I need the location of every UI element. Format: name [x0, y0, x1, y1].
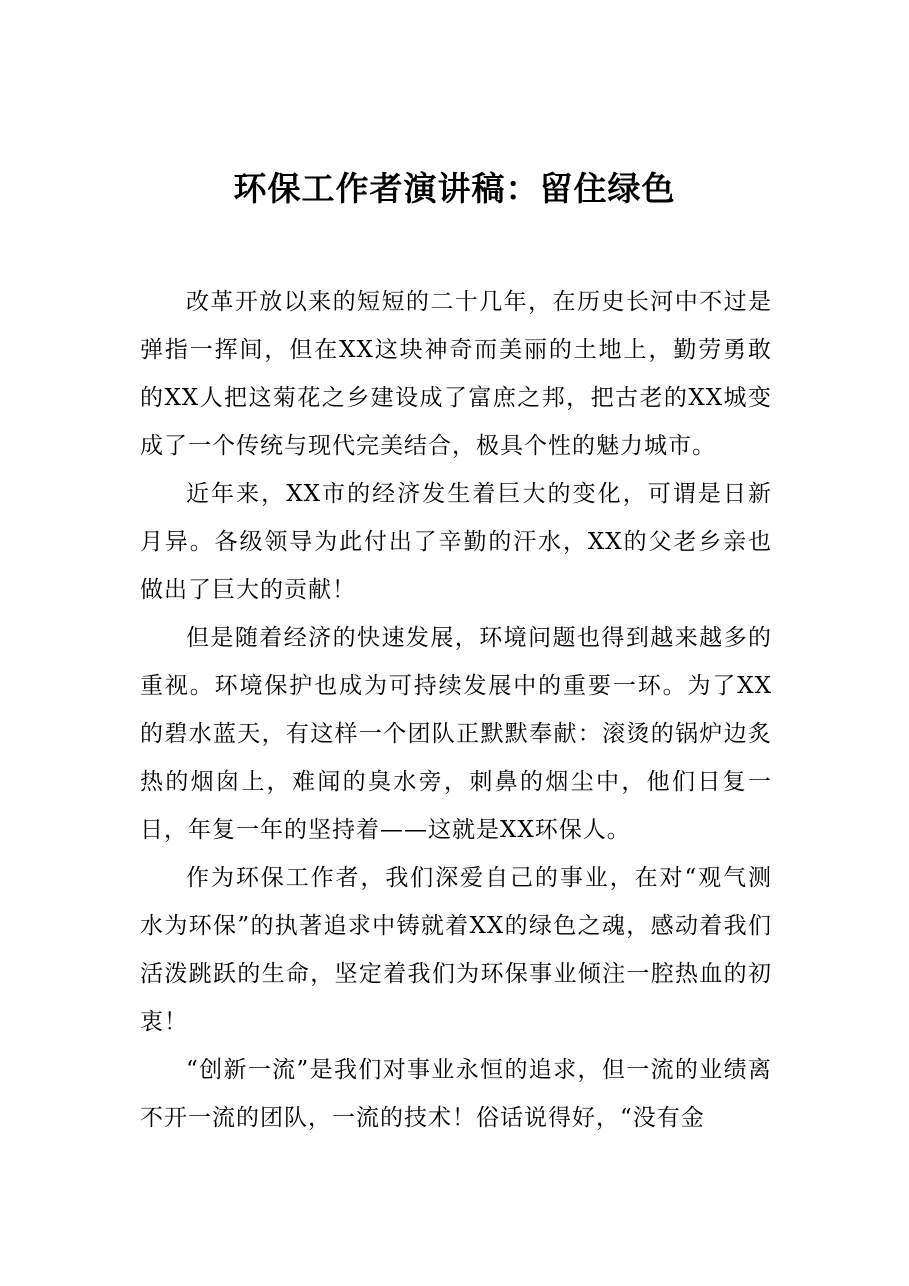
paragraph-1: 改革开放以来的短短的二十几年，在历史长河中不过是弹指一挥间，但在XX这块神奇而美丽的土地上，勤劳勇敢的XX人把这菊花之乡建设成了富庶之邦，把古老的XX城变成了一个传统与现代完美结合，极具个性的魅力城市。 — [140, 289, 772, 459]
document-body — [140, 278, 772, 1142]
paragraph-4: 作为环保工作者，我们深爱自己的事业，在对“观气测水为环保”的执著追求中铸就着XX的绿色之魂，感动着我们活泼跳跃的生命，坚定着我们为环保事业倾注一腔热血的初衷！ — [140, 865, 772, 1035]
document-title: 环保工作者演讲稿：留住绿色 — [233, 169, 676, 209]
paragraph-5: “创新一流”是我们对事业永恒的追求，但一流的业绩离不开一流的团队，一流的技术！俗话说得好，“没有金 — [140, 1057, 772, 1131]
paragraph-2: 近年来，XX市的经济发生着巨大的变化，可谓是日新月异。各级领导为此付出了辛勤的汗水，XX的父老乡亲也做出了巨大的贡献！ — [140, 481, 772, 603]
paragraph-3: 但是随着经济的快速发展，环境问题也得到越来越多的重视。环境保护也成为可持续发展中的重要一环。为了XX的碧水蓝天，有这样一个团队正默默奉献：滚烫的锅炉边炙热的烟囱上，难闻的臭水旁，刺鼻的烟尘中，他们日复一日，年复一年的坚持着——这就是XX环保人。 — [140, 625, 772, 843]
